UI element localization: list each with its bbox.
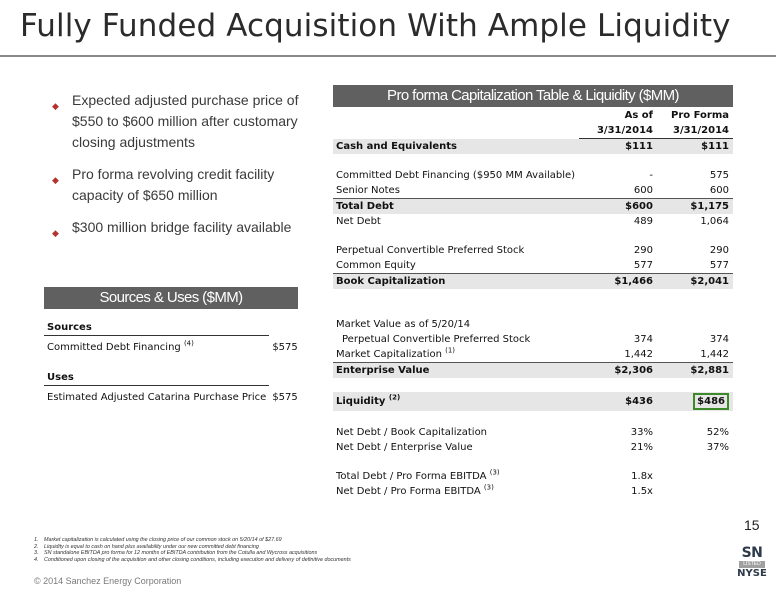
table-row [333, 274, 733, 290]
table-row [333, 258, 733, 274]
cell-value: $2,881 [657, 363, 733, 379]
table-row [333, 199, 733, 215]
logo-listed: LISTED [739, 561, 765, 568]
table-row [333, 392, 733, 411]
col-header-date: 3/31/2014 [657, 123, 733, 139]
cell-value: 1.8x [631, 471, 653, 482]
bullet-text: $300 million bridge facility available [72, 219, 292, 235]
table-row [333, 183, 733, 199]
footnote-ref: (2) [388, 393, 401, 402]
cell-value: 374 [709, 334, 729, 345]
cell-value: 21% [630, 442, 653, 453]
cap-table-header: Pro forma Capitalization Table & Liquidity ($MM) [333, 85, 733, 107]
cell-value: $575 [272, 341, 298, 353]
footnote-ref: (3) [483, 483, 494, 492]
col-header-date: 3/31/2014 [579, 123, 657, 139]
table-row [333, 139, 733, 155]
bullet-text: Expected adjusted purchase price of $550 to $600 million after customary closing adjustments [72, 92, 299, 150]
cell-value: $111 [657, 139, 733, 155]
row-label: Perpetual Convertible Preferred Stock [336, 245, 525, 256]
row-label: Perpetual Convertible Preferred Stock [342, 334, 531, 345]
cell-value: 52% [706, 427, 729, 438]
footnote: 4. Conditioned upon closing of the acquisition and other closing conditions, including execution and delivery of definitive documents [34, 556, 351, 563]
cell-value: 600 [709, 185, 729, 196]
footnote: 3. SN standalone EBITDA pro forma for 12 months of EBITDA contribution from the Cotulla and Wycross acquisitions [34, 550, 318, 556]
cell-value: 1,442 [624, 349, 653, 360]
logo-ticker: SN [741, 545, 763, 561]
cell-value: 37% [706, 442, 729, 453]
row-label: Market Value as of 5/20/14 [336, 319, 471, 330]
table-row [333, 243, 733, 258]
col-header-as-of: As of [624, 110, 653, 121]
cell-value: $575 [272, 391, 298, 403]
table-row [333, 363, 733, 379]
cell-value: 600 [633, 185, 653, 196]
logo-exchange: NYSE [737, 568, 767, 579]
cell-value: - [649, 170, 653, 181]
cell-value: 374 [633, 334, 653, 345]
table-row [44, 370, 301, 386]
capitalization-table [333, 108, 733, 499]
cell-value: 290 [709, 245, 729, 256]
row-label: Book Capitalization [333, 274, 579, 290]
row-label: Cash and Equivalents [333, 139, 579, 155]
table-row [333, 425, 733, 440]
row-label: Total Debt / Pro Forma EBITDA [336, 471, 487, 482]
table-row [333, 214, 733, 229]
title-divider [0, 55, 776, 57]
row-label: Net Debt [336, 216, 381, 227]
cell-value: $436 [579, 392, 657, 411]
table-row [333, 440, 733, 455]
table-row [333, 469, 733, 484]
row-label: Total Debt [333, 199, 579, 215]
table-row [333, 168, 733, 183]
uses-label: Uses [44, 370, 269, 386]
cell-value: 577 [709, 260, 729, 271]
row-label: Estimated Adjusted Catarina Purchase Price [47, 392, 267, 403]
table-header-row [333, 108, 733, 123]
footnote-ref: (3) [489, 468, 500, 477]
cell-value: 1.5x [631, 486, 653, 497]
row-label: Enterprise Value [333, 363, 579, 379]
footnote-ref: (4) [183, 339, 194, 348]
bullet-item [52, 90, 317, 153]
cell-value: 1,442 [700, 349, 729, 360]
footnote: 2. Liquidity is equal to cash on hand plus availability under our new committed debt financing [34, 543, 259, 550]
diamond-bullet-icon: ◆ [52, 175, 59, 185]
footnote: 1. Market capitalization is calculated using the closing price of our common stock on 5/20/14 of $27.69 [34, 537, 282, 543]
cell-value: $600 [579, 199, 657, 215]
row-label: Committed Debt Financing [47, 342, 181, 353]
table-row [44, 336, 301, 356]
sources-uses-table [44, 320, 301, 405]
highlighted-liquidity-value: $486 [693, 393, 729, 410]
diamond-bullet-icon: ◆ [52, 101, 59, 111]
cell-value: $1,466 [579, 274, 657, 290]
cell-value: $2,041 [657, 274, 733, 290]
row-label: Net Debt / Book Capitalization [336, 427, 488, 438]
copyright: © 2014 Sanchez Energy Corporation [34, 576, 182, 586]
row-label: Common Equity [336, 260, 416, 271]
cell-value: 1,064 [700, 216, 729, 227]
cell-value: 33% [630, 427, 653, 438]
diamond-bullet-icon: ◆ [52, 228, 59, 238]
table-row [333, 347, 733, 363]
sources-uses-header: Sources & Uses ($MM) [44, 287, 298, 309]
footnote-ref: (1) [445, 346, 456, 355]
cell-value: $2,306 [579, 363, 657, 379]
row-label: Market Capitalization [336, 349, 442, 360]
footnotes [34, 537, 474, 563]
cell-value: $111 [579, 139, 657, 155]
cell-value: 575 [709, 170, 729, 181]
bullet-item [52, 217, 317, 238]
nyse-listed-logo [737, 546, 767, 590]
table-row [333, 332, 733, 347]
cell-value: 290 [633, 245, 653, 256]
row-label: Net Debt / Enterprise Value [336, 442, 473, 453]
col-header-pro-forma: Pro Forma [670, 110, 729, 121]
table-row [333, 484, 733, 499]
page-number: 15 [744, 517, 760, 533]
cell-value: $1,175 [657, 199, 733, 215]
sources-label: Sources [44, 320, 269, 336]
table-row [44, 320, 301, 336]
table-header-row [333, 123, 733, 139]
page-title: Fully Funded Acquisition With Ample Liquidity [20, 8, 731, 44]
row-label: Net Debt / Pro Forma EBITDA [336, 486, 481, 497]
cell-value: 489 [633, 216, 653, 227]
cell-value: 577 [633, 260, 653, 271]
row-label: Committed Debt Financing ($950 MM Available) [336, 170, 576, 181]
bullet-text: Pro forma revolving credit facility capacity of $650 million [72, 166, 275, 203]
table-row [333, 317, 733, 332]
row-label: Senior Notes [336, 185, 400, 196]
row-label: Liquidity [336, 396, 386, 407]
bullet-item [52, 164, 317, 206]
table-row [44, 386, 301, 406]
